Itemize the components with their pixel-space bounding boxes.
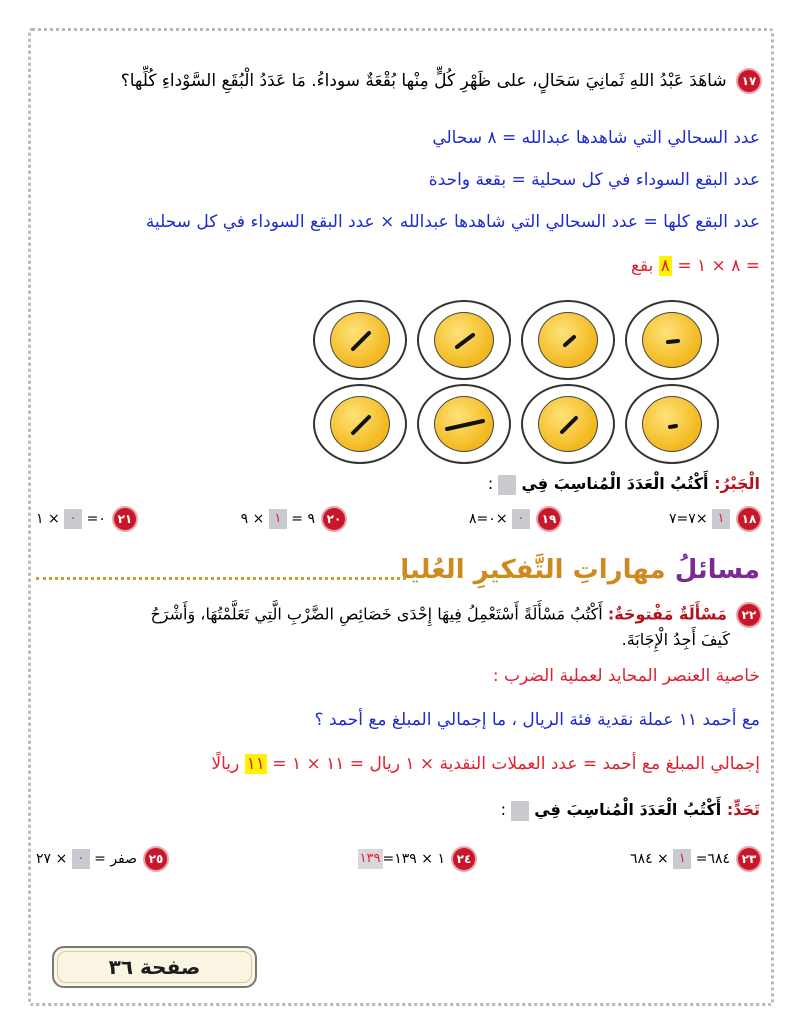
answer-box: ١٣٩ [358,849,383,869]
lizard-circle [417,300,511,380]
property-line: خاصية العنصر المحايد لعملية الضرب : [492,666,760,686]
lizard-circle [521,300,615,380]
highlighted-answer: ٨ [660,256,670,276]
challenge-instruction: تَحَدٍّ: أَكْتُبُ الْعَدَدَ الْمُناسِبَ فِي : [500,800,760,819]
spot-icon [539,313,599,369]
exercise-equation: ٩ = [286,511,315,527]
exercise-number: ٢١ [114,508,136,530]
answer-box: ٠ [512,509,530,529]
exercise-21 [36,508,136,530]
exercise-number: ٢٠ [323,508,345,530]
exercise-equation-right: × ١ [36,511,60,527]
spot-icon [435,313,495,369]
question-text: شاهَدَ عَبْدُ اللهِ ثَمانِيَ سَحَالٍ، على ظَهْرِ كُلٍّ مِنْها بُقْعَةٌ سوداءُ. مَا عَدَدُ الْبُقَعِ السَّوْداءِ كُلِّها؟ [120,71,727,91]
question-number: ١٧ [738,70,760,92]
question-22 [36,604,760,626]
exercise-equation: ٠=٨× [469,511,508,527]
exercise-number: ٢٣ [738,848,760,870]
answer-line-3: عدد البقع كلها = عدد السحالي التي شاهدها عبدالله × عدد البقع السوداء في كل سحلية [145,212,760,232]
answer-line-2: عدد البقع السوداء في كل سحلية = بقعة واحدة [428,170,760,190]
exercise-equation-right: × ٦٨٤ [630,851,669,867]
equation-part: = ٨ × ١ = [671,256,760,276]
algebra-text: أَكْتُبُ الْعَدَدَ الْمُناسِبَ فِي [521,474,715,493]
spot-icon [643,397,703,453]
challenge-label: تَحَدٍّ: [726,800,760,819]
question-label: مَسْأَلَةٌ مَفْتوحَةٌ: [607,604,727,624]
challenge-text: أَكْتُبُ الْعَدَدَ الْمُناسِبَ فِي [534,800,727,819]
spot-icon [331,313,391,369]
algebra-instruction: الْجَبْرُ: أَكْتُبُ الْعَدَدَ الْمُناسِبَ فِي : [487,474,760,493]
heading-dots [36,577,406,580]
exercise-20 [241,508,345,530]
exercise-number: ١٨ [738,508,760,530]
lizard-circle [521,384,615,464]
lizard-circle [313,300,407,380]
question-text: أَكْتُبُ مَسْأَلَةً أَسْتَعْمِلُ فِيهَا إِحْدَى خَصَائِصِ الضَّرْبِ الَّتِي تَعَلَّمْتُهَا، وَأَشْرَحُ [150,604,608,624]
exercise-25 [36,848,167,870]
exercise-equation: ٧=٧× [669,511,708,527]
answer-line-1: عدد السحالي التي شاهدها عبدالله = ٨ سحالي [432,128,760,148]
algebra-label: الْجَبْرُ: [714,474,760,493]
empty-box-icon [511,801,529,821]
exercise-number: ١٩ [538,508,560,530]
question-17 [36,70,760,92]
exercise-24 [358,848,475,870]
solution-line [36,754,760,774]
lizard-circle [625,300,719,380]
solution-text: إجمالي المبلغ مع أحمد = عدد العملات النقدية × ١ ريال = ١١ × ١ = [266,754,760,774]
section-title: مسائلُ مهاراتِ التَّفكيرِ العُليا [400,555,760,585]
problem-line: مع أحمد ١١ عملة نقدية فئة الريال ، ما إجمالي المبلغ مع أحمد ؟ [314,710,760,730]
exercise-18 [669,508,760,530]
challenge-exercises [36,848,760,874]
exercise-number: ٢٤ [453,848,475,870]
exercise-23 [630,848,760,870]
spot-icon [643,313,703,369]
highlighted-answer: ١١ [246,754,265,774]
unit-text: ريالًا [211,754,245,774]
spots-illustration [313,300,723,460]
exercise-equation: ٦٨٤= [691,851,730,867]
answer-box: ١ [269,509,287,529]
section-heading [36,555,760,595]
answer-line-4 [36,256,760,276]
exercise-19 [469,508,560,530]
answer-box: ١ [712,509,730,529]
exercise-number: ٢٥ [145,848,167,870]
answer-box: ٠ [64,509,82,529]
exercise-equation-right: × ٩ [240,511,265,527]
question-number: ٢٢ [738,604,760,626]
empty-box-icon [498,475,516,495]
question-22-cont: كَيفَ أَجِدُ الْإِجَابَةَ. [621,630,730,649]
algebra-exercises [36,508,760,534]
page-number: صفحة ٣٦ [52,946,257,988]
lizard-circle [313,384,407,464]
exercise-equation-right: =١ × ١٣٩ [382,851,445,867]
lizard-circle [417,384,511,464]
answer-box: ٠ [72,849,90,869]
exercise-equation-right: × ٢٧ [36,851,68,867]
exercise-equation: ٠= [82,511,106,527]
spot-icon [331,397,391,453]
lizard-circle [625,384,719,464]
unit-text: بقع [631,256,659,276]
spot-icon [539,397,599,453]
spot-icon [435,397,495,453]
exercise-equation: صفر = [89,851,138,867]
answer-box: ١ [673,849,691,869]
